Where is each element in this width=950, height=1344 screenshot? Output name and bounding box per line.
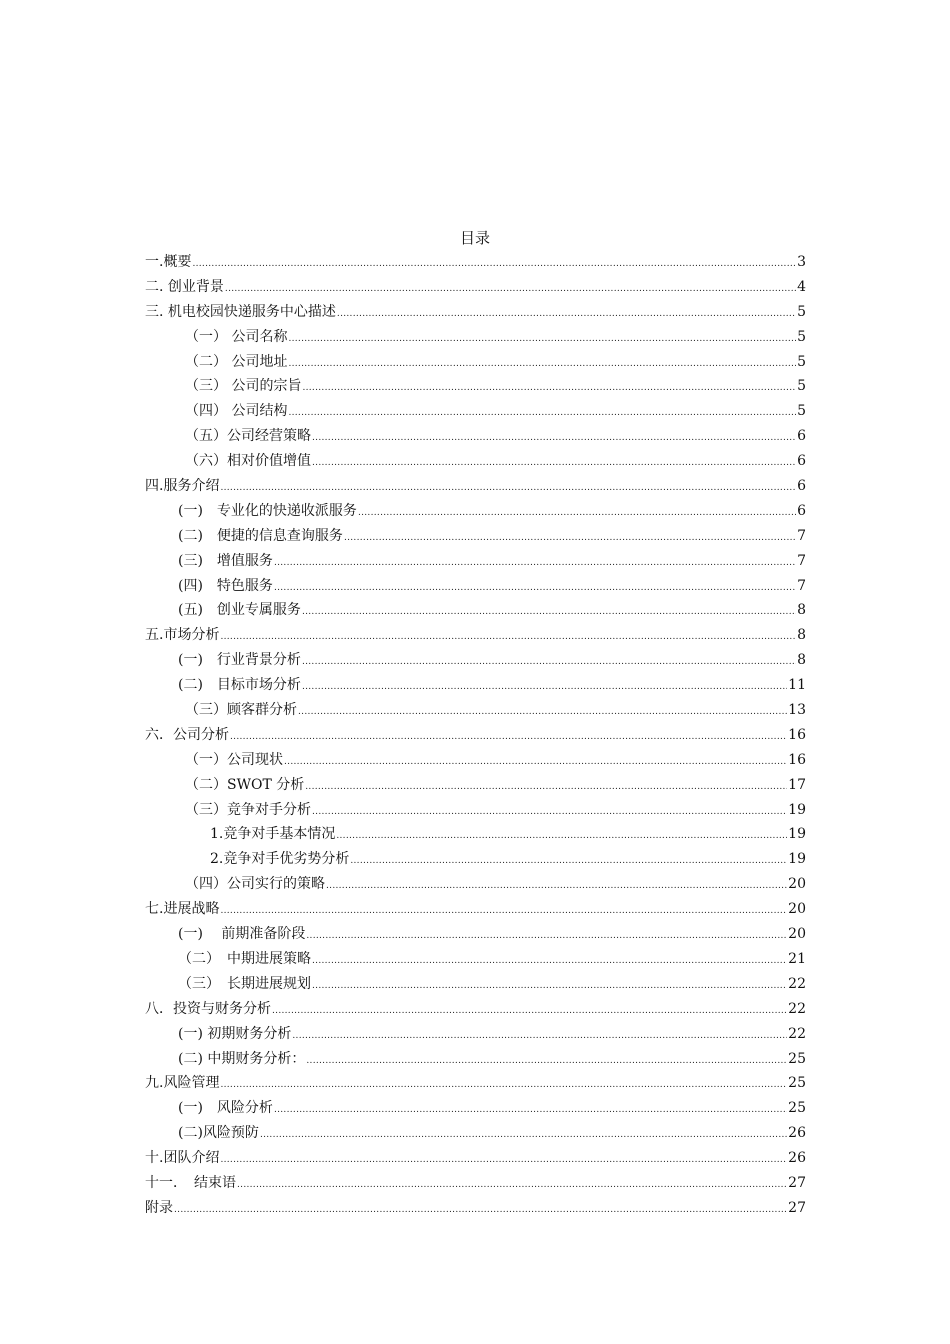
toc-entry-page: 6 (797, 428, 806, 445)
toc-entry-label: (二) 目标市场分析 (178, 677, 301, 694)
toc-leader-dots (220, 1148, 787, 1173)
toc-entry-label: 六．公司分析 (145, 726, 229, 743)
toc-leader-dots (305, 775, 787, 800)
toc-entry[interactable] (145, 524, 806, 549)
toc-entry-label: (一) 行业背景分析 (178, 652, 301, 669)
toc-entry-label: 十.团队介绍 (145, 1150, 220, 1167)
toc-leader-dots (336, 824, 787, 849)
toc-entry-page: 20 (788, 876, 806, 893)
toc-entry-label: 九.风险管理 (145, 1075, 220, 1092)
toc-entry-page: 25 (788, 1075, 806, 1092)
toc-entry-label: (二)风险预防 (178, 1125, 259, 1142)
toc-entry[interactable] (145, 399, 806, 424)
toc-entry[interactable] (145, 1146, 806, 1171)
toc-entry-page: 27 (788, 1199, 806, 1216)
toc-entry[interactable] (145, 374, 806, 399)
toc-entry-page: 5 (797, 303, 806, 320)
toc-entry-page: 19 (788, 826, 806, 843)
toc-entry-label: 五.市场分析 (145, 627, 220, 644)
toc-entry[interactable] (145, 897, 806, 922)
toc-entry-label: 三. 机电校园快递服务中心描述 (145, 303, 336, 320)
toc-leader-dots (274, 576, 796, 601)
toc-entry[interactable] (145, 549, 806, 574)
toc-entry[interactable] (145, 300, 806, 325)
toc-entry[interactable] (145, 474, 806, 499)
toc-entry-page: 8 (797, 602, 806, 619)
toc-entry[interactable] (145, 748, 806, 773)
toc-entry[interactable] (145, 275, 806, 300)
toc-entry-label: （三） 长期进展规划 (178, 975, 311, 992)
toc-entry-page: 7 (797, 527, 806, 544)
toc-entry-page: 26 (788, 1125, 806, 1142)
toc-entry-page: 6 (797, 478, 806, 495)
toc-leader-dots (312, 426, 796, 451)
toc-entry-label: （四） 公司结构 (185, 403, 288, 420)
toc-entry[interactable] (145, 847, 806, 872)
toc-entry[interactable] (145, 997, 806, 1022)
toc-leader-dots (284, 750, 787, 775)
toc-entry-label: 四.服务介绍 (145, 478, 220, 495)
toc-entry[interactable] (145, 773, 806, 798)
toc-entry-label: 七.进展战略 (145, 901, 220, 918)
table-of-contents (145, 250, 806, 1221)
toc-leader-dots (302, 376, 796, 401)
toc-entry[interactable] (145, 250, 806, 275)
toc-entry[interactable] (145, 698, 806, 723)
toc-entry-label: （二） 中期进展策略 (178, 950, 311, 967)
toc-entry-label: (三) 增值服务 (178, 552, 273, 569)
toc-entry-page: 5 (797, 403, 806, 420)
toc-entry[interactable] (145, 872, 806, 897)
toc-entry[interactable] (145, 499, 806, 524)
toc-leader-dots (220, 1073, 787, 1098)
toc-entry-label: （三）竞争对手分析 (185, 801, 311, 818)
toc-entry[interactable] (145, 598, 806, 623)
toc-entry-page: 17 (788, 776, 806, 793)
toc-entry-page: 6 (797, 453, 806, 470)
toc-leader-dots (192, 252, 796, 277)
toc-entry-label: 八．投资与财务分析 (145, 1000, 271, 1017)
toc-leader-dots (326, 874, 787, 899)
toc-leader-dots (274, 1098, 787, 1123)
toc-entry[interactable] (145, 449, 806, 474)
toc-entry-label: 一.概要 (145, 254, 192, 270)
toc-leader-dots (306, 1049, 787, 1074)
toc-entry-page: 8 (797, 652, 806, 669)
toc-entry-page: 5 (797, 353, 806, 370)
toc-entry-page: 20 (788, 901, 806, 918)
toc-entry[interactable] (145, 648, 806, 673)
toc-entry-label: （三）顾客群分析 (185, 702, 297, 719)
toc-leader-dots (288, 352, 796, 377)
toc-entry-page: 22 (788, 1025, 806, 1042)
toc-leader-dots (312, 949, 787, 974)
toc-leader-dots (302, 600, 796, 625)
toc-entry-label: (二) 中期财务分析： (178, 1050, 306, 1067)
toc-entry-label: 1.竞争对手基本情况 (210, 826, 336, 843)
toc-entry-label: 十一． 结束语 (145, 1174, 236, 1191)
toc-leader-dots (288, 401, 796, 426)
toc-leader-dots (337, 302, 796, 327)
toc-entry[interactable] (145, 350, 806, 375)
toc-entry-page: 22 (788, 1000, 806, 1017)
toc-entry[interactable] (145, 574, 806, 599)
toc-entry-page: 22 (788, 975, 806, 992)
toc-entry-page: 21 (788, 950, 806, 967)
toc-entry-page: 16 (788, 751, 806, 768)
toc-leader-dots (220, 899, 787, 924)
toc-entry-label: 附录 (145, 1199, 173, 1216)
toc-leader-dots (358, 501, 796, 526)
toc-entry[interactable] (145, 922, 806, 947)
toc-entry[interactable] (145, 947, 806, 972)
toc-entry-page: 6 (797, 502, 806, 519)
toc-entry-label: (二) 便捷的信息查询服务 (178, 527, 343, 544)
toc-entry[interactable] (145, 822, 806, 847)
toc-leader-dots (237, 1173, 787, 1198)
toc-entry[interactable] (145, 623, 806, 648)
toc-leader-dots (312, 974, 787, 999)
toc-entry[interactable] (145, 1096, 806, 1121)
toc-entry-page: 13 (788, 702, 806, 719)
toc-entry-page: 11 (788, 677, 806, 694)
toc-entry-label: （四）公司实行的策略 (185, 876, 325, 893)
toc-entry-label: 二. 创业背景 (145, 278, 224, 295)
toc-leader-dots (344, 526, 796, 551)
toc-entry-label: （三） 公司的宗旨 (185, 378, 302, 395)
toc-entry-label: （一）公司现状 (185, 751, 283, 768)
toc-entry[interactable] (145, 1121, 806, 1146)
toc-entry-page: 5 (797, 378, 806, 395)
toc-entry-label: （一） 公司名称 (185, 328, 288, 345)
toc-entry[interactable] (145, 798, 806, 823)
toc-entry-page: 26 (788, 1150, 806, 1167)
toc-entry-page: 8 (797, 627, 806, 644)
toc-leader-dots (302, 675, 787, 700)
toc-entry-label: （五）公司经营策略 (185, 428, 311, 445)
toc-entry-label: (五) 创业专属服务 (178, 602, 301, 619)
toc-entry-label: (四) 特色服务 (178, 577, 273, 594)
toc-leader-dots (312, 451, 796, 476)
toc-leader-dots (274, 551, 796, 576)
toc-entry[interactable] (145, 424, 806, 449)
toc-entry-label: (一) 初期财务分析 (178, 1025, 292, 1042)
toc-entry[interactable] (145, 673, 806, 698)
toc-entry-page: 16 (788, 726, 806, 743)
toc-entry-label: (一) 风险分析 (178, 1100, 273, 1117)
toc-leader-dots (288, 327, 796, 352)
toc-entry[interactable] (145, 1047, 806, 1072)
toc-leader-dots (298, 700, 787, 725)
toc-entry-page: 19 (788, 801, 806, 818)
toc-leader-dots (306, 924, 787, 949)
toc-leader-dots (174, 1198, 787, 1223)
toc-entry[interactable] (145, 1196, 806, 1221)
toc-entry-label: 2.竞争对手优劣势分析 (210, 851, 350, 868)
toc-entry[interactable] (145, 325, 806, 350)
toc-entry-page: 3 (797, 254, 806, 270)
toc-entry-page: 7 (797, 552, 806, 569)
toc-leader-dots (292, 1024, 787, 1049)
toc-entry-page: 4 (797, 278, 806, 295)
toc-entry-label: (一) 专业化的快递收派服务 (178, 502, 357, 519)
toc-leader-dots (220, 625, 796, 650)
toc-leader-dots (302, 650, 796, 675)
toc-entry-label: （二） 公司地址 (185, 353, 288, 370)
toc-entry-page: 5 (797, 328, 806, 345)
toc-entry-page: 20 (788, 926, 806, 943)
toc-entry-label: (一) 前期准备阶段 (178, 926, 306, 943)
toc-entry-page: 7 (797, 577, 806, 594)
toc-entry[interactable] (145, 1022, 806, 1047)
toc-entry-page: 25 (788, 1050, 806, 1067)
toc-leader-dots (260, 1123, 787, 1148)
toc-entry[interactable] (145, 723, 806, 748)
toc-leader-dots (225, 277, 796, 302)
toc-entry-page: 27 (788, 1174, 806, 1191)
toc-leader-dots (312, 800, 787, 825)
toc-leader-dots (230, 725, 787, 750)
toc-leader-dots (220, 476, 796, 501)
toc-entry[interactable] (145, 972, 806, 997)
toc-entry-label: （六）相对价值增值 (185, 453, 311, 470)
toc-entry-label: （二）SWOT 分析 (185, 776, 305, 793)
toc-entry[interactable] (145, 1071, 806, 1096)
toc-leader-dots (272, 999, 787, 1024)
toc-entry-page: 25 (788, 1100, 806, 1117)
toc-title: 目录 (459, 229, 490, 247)
toc-entry-page: 19 (788, 851, 806, 868)
toc-leader-dots (350, 849, 787, 874)
toc-entry[interactable] (145, 1171, 806, 1196)
